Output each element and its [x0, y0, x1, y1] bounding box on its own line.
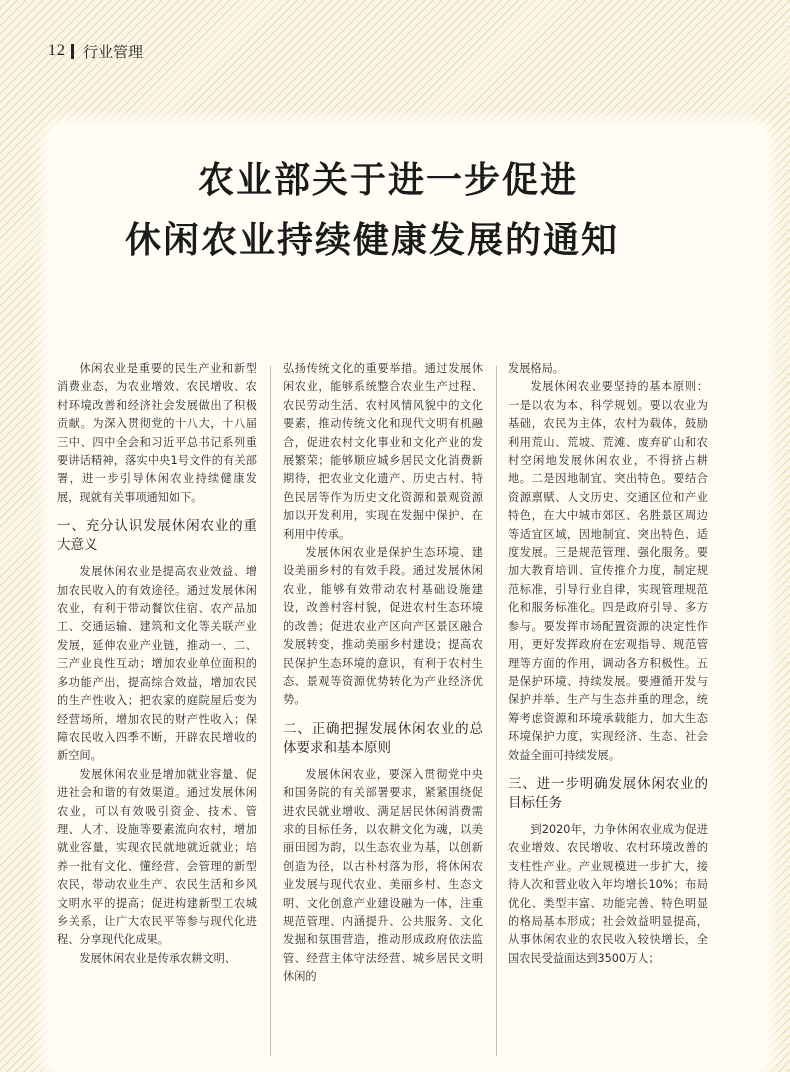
paragraph: 发展休闲农业是传承农耕文明、	[79, 951, 237, 965]
paragraph: 发展休闲农业要坚持的基本原则：一是以农为本、科学规划。要以农业为基础，农民为主体，农村为载体，鼓励利用荒山、荒坡、荒滩、废弃矿山和农村空闲地发展休闲农业，不得挤占耕地。二是因地制宜、突出特色。要结合资源禀赋、人文历史、交通区位和产业特色，在大中城市郊区、名胜景区周边等适宜区域，因地制宜、突出特色、适度发展。三是规范管理、强化服务。要加大教育培训、宣传推介力度，制定规范标准，引导行业自律，实现管理规范化和服务标准化。四是政府引导、多方参与。要发挥市场配置资源的决定性作用，更好发挥政府在宏观指导、规范管理等方面的作用，调动各方积极性。五是保护环境、持续发展。要遵循开发与保护并举、生产与生态并重的理念，统筹考虑资源和环境承载能力，加大生态环境保护力度，实现经济、生态、社会效益全面可持续发展。	[508, 380, 708, 762]
paragraph: 休闲农业是重要的民生产业和新型消费业态，为农业增效、农民增收、农村环境改善和经济社会发展做出了积极贡献。为深入贯彻党的十八大，十八届三中、四中全会和习近平总书记系列重要讲话精神，落实中央1号文件的有关部署，进一步引导休闲农业持续健康发展，现就有关事项通知如下。	[57, 362, 257, 504]
title-line-1: 农业部关于进一步促进	[197, 159, 578, 201]
column-divider	[496, 366, 497, 1056]
text-column-2	[283, 360, 483, 987]
page-header	[48, 40, 143, 62]
header-divider	[71, 44, 74, 59]
text-column-3	[508, 360, 708, 968]
paragraph: 发展格局。	[508, 362, 564, 375]
title-line-2: 休闲农业持续健康发展的通知	[124, 219, 619, 261]
text-column-1	[57, 360, 257, 968]
paragraph: 发展休闲农业，要深入贯彻党中央和国务院的有关部署要求，紧紧围绕促进农民就业增收、满足居民休闲消费需求的目标任务，以农耕文化为魂，以美丽田园为韵，以生态农业为基，以创新创造为径，以古朴村落为形，将休闲农业发展与现代农业、美丽乡村、生态文明、文化创意产业建设融为一体，注重规范管理、内涵提升、公共服务、文化发掘和氛围营造，推动形成政府依法监管、经营主体守法经营、城乡居民文明休闲的	[283, 767, 483, 984]
paragraph: 到2020年，力争休闲农业成为促进农业增效、农民增收、农村环境改善的支柱性产业。产业规模进一步扩大，接待人次和营业收入年均增长10%；布局优化、类型丰富、功能完善、特色明显的格局基本形成；社会效益明显提高，从事休闲农业的农民收入较快增长，全国农民受益面达到3500万人；	[508, 822, 708, 965]
article-title	[0, 150, 790, 270]
section-title: 行业管理	[83, 42, 144, 61]
column-divider	[270, 366, 271, 1056]
paragraph: 发展休闲农业是增加就业容量、促进社会和谐的有效渠道。通过发展休闲农业，可以有效吸引资金、技术、管理、人才、设施等要素流向农村，增加就业容量，实现农民就地就近就业；培养一批有文化、懂经营、会管理的新型农民，带动农业生产、农民生活和乡风文明水平的提高；促进构建新型工农城乡关系，让广大农民平等参与现代化进程、分享现代化成果。	[57, 767, 257, 947]
section-heading-3: 三、进一步明确发展休闲农业的目标任务	[508, 775, 708, 811]
paragraph: 发展休闲农业是保护生态环境、建设美丽乡村的有效手段。通过发展休闲农业，能够有效带动农村基础设施建设，改善村容村貌，促进农村生态环境的改善；促进农业产区向产区景区融合发展转变，推动美丽乡村建设；提高农民保护生态环境的意识，有利于农村生态、景观等资源优势转化为产业经济优势。	[283, 546, 483, 707]
page-number: 12	[48, 42, 66, 59]
section-heading-2: 二、正确把握发展休闲农业的总体要求和基本原则	[283, 720, 483, 756]
paragraph: 发展休闲农业是提高农业效益、增加农民收入的有效途径。通过发展休闲农业，有利于带动餐饮住宿、农产品加工、交通运输、建筑和文化等关联产业发展，延伸农业产业链，推动一、二、三产业良性互动；增加农业单位面积的多功能产出，提高综合效益，增加农民的生产性收入；把农家的庭院屋后变为经营场所，增加农民的财产性收入；保障农民收入四季不断，开辟农民增收的新空间。	[57, 565, 257, 763]
section-heading-1: 一、充分认识发展休闲农业的重大意义	[57, 518, 257, 554]
paragraph: 弘扬传统文化的重要举措。通过发展休闲农业，能够系统整合农业生产过程、农民劳动生活、农村风情风貌中的文化要素，推动传统文化和现代文明有机融合，促进农村文化事业和文化产业的发展繁荣；能够顺应城乡居民文化消费新期待，把农业文化遗产、历史古村、特色民居等作为历史文化资源和景观资源加以开发利用，实现在发掘中保护、在利用中传承。	[283, 362, 483, 541]
